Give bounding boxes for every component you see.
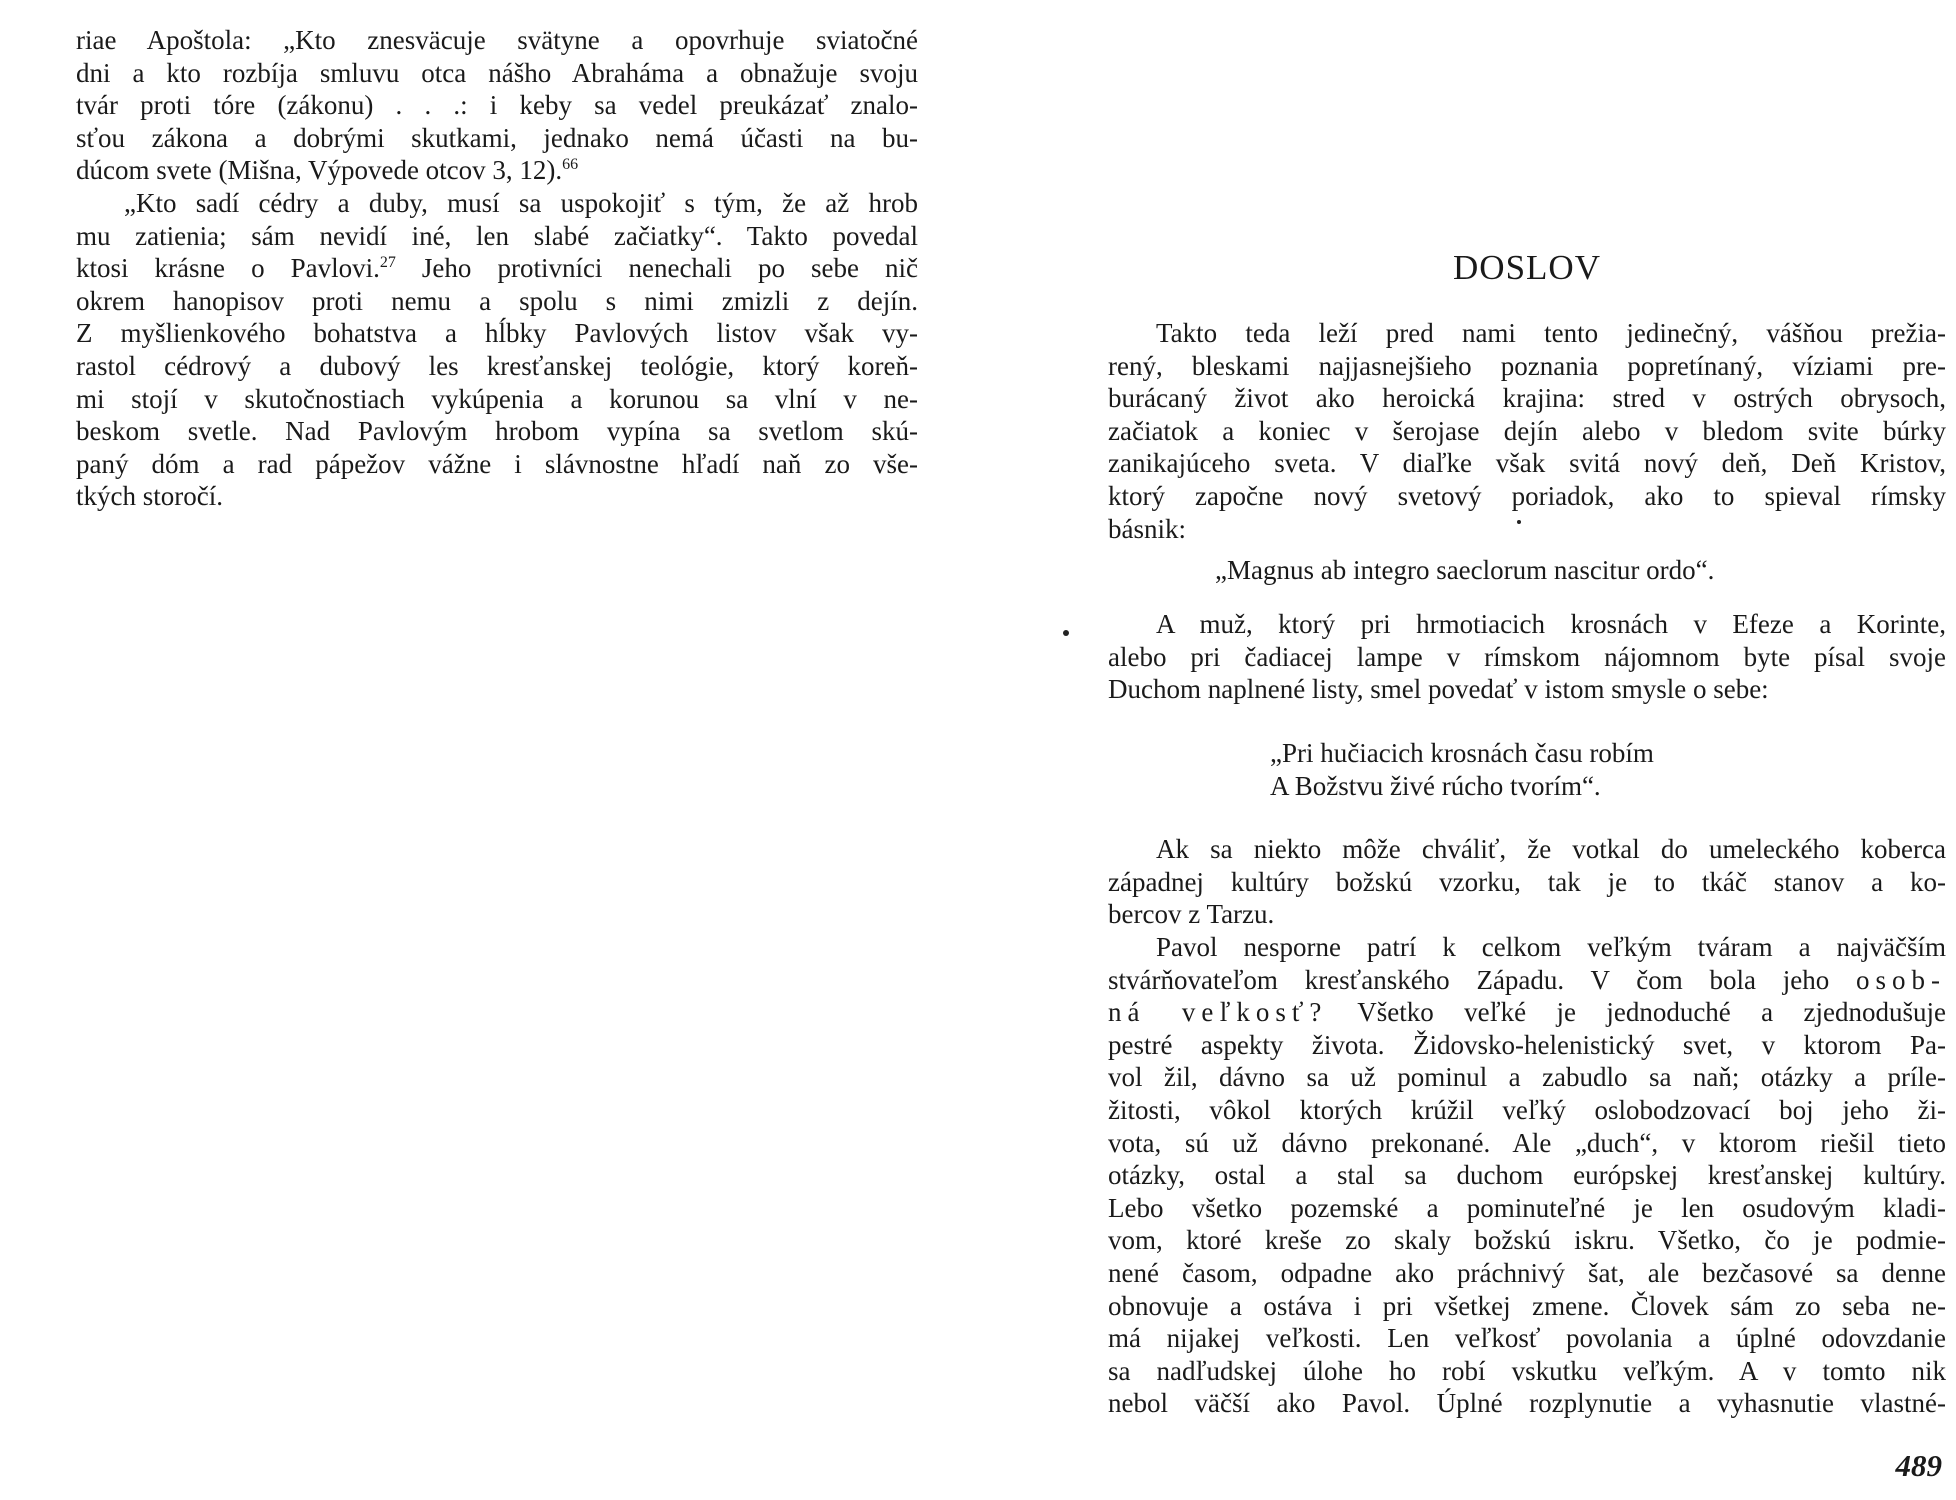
- text-line: západnej kultúry božskú vzorku, tak je to tkáč stanov a ko-: [1108, 866, 1946, 897]
- page-number: 489: [1895, 1448, 1942, 1483]
- text-line: bercov z Tarzu.: [1108, 899, 1275, 930]
- footnote-ref: 66: [562, 156, 579, 174]
- verse-line: A Božstvu živé rúcho tvorím“.: [1270, 770, 1601, 801]
- emphasis-text: ná veľkosť?: [1108, 997, 1328, 1028]
- text-line: [1108, 964, 1946, 997]
- text-line: okrem hanopisov proti nemu a spolu s nimi zmizli z dejín.: [76, 285, 918, 316]
- text-fragment: Všetko veľké je jednoduché a zjednodušuje: [1327, 997, 1947, 1028]
- text-line: sťou zákona a dobrými skutkami, jednako nemá účasti na bu-: [76, 122, 918, 153]
- verse-line: „Pri hučiacich krosnách času robím: [1270, 738, 1654, 768]
- text-line: [1108, 996, 1946, 1029]
- text-line: zanikajúceho sveta. V diaľke však svitá nový deň, Deň Kristov,: [1108, 448, 1946, 479]
- text-line: „Kto sadí cédry a duby, musí sa uspokojiť s tým, že až hrob: [124, 187, 918, 218]
- text-line: básnik:: [1108, 513, 1186, 544]
- text-line: vol žil, dávno sa už pominul a zabudlo sa naň; otázky a príle-: [1108, 1062, 1946, 1093]
- text-line: A muž, ktorý pri hrmotiacich krosnách v Efeze a Korinte,: [1156, 609, 1946, 639]
- text-line: Duchom naplnené listy, smel povedať v istom smysle o sebe:: [1108, 674, 1769, 705]
- text-line: vota, sú už dávno prekonané. Ale „duch“, v ktorom riešil tieto: [1108, 1127, 1946, 1158]
- text-line: paný dóm a rad pápežov vážne i slávnostne hľadí naň zo vše-: [76, 448, 918, 479]
- text-line: obnovuje a ostáva i pri všetkej zmene. Človek sám zo seba ne-: [1108, 1290, 1946, 1321]
- margin-dot: [1517, 520, 1521, 524]
- text-line: dni a kto rozbíja smluvu otca nášho Abraháma a obnažuje svoju: [76, 57, 918, 88]
- text-line: otázky, ostal a stal sa duchom európskej kresťanskej kultúry.: [1108, 1160, 1946, 1191]
- text-line: Lebo všetko pozemské a pominuteľné je len osudovým kladi-: [1108, 1192, 1946, 1223]
- text-line: pestré aspekty života. Židovsko-helenistický svet, v ktorom Pa-: [1108, 1029, 1946, 1060]
- left-page: [76, 24, 918, 513]
- text-fragment: dúcom svete (Mišna, Výpovede otcov 3, 12).: [76, 155, 563, 186]
- latin-quote: [1108, 554, 1946, 587]
- text-line: sa nadľudskej úlohe ho robí vskutku veľkým. A v tomto nik: [1108, 1355, 1946, 1386]
- text-line: mu zatienia; sám nevidí iné, len slabé začiatky“. Takto povedal: [76, 220, 918, 251]
- text-line: riae Apoštola: „Kto znesväcuje svätyne a opovrhuje sviatočné: [76, 25, 918, 55]
- text-line: nené časom, odpadne ako práchnivý šat, ale bezčasové sa denne: [1108, 1257, 1946, 1288]
- right-paragraph-3: [1108, 833, 1946, 931]
- margin-dot: [1063, 630, 1069, 636]
- chapter-title: DOSLOV: [1453, 248, 1601, 287]
- text-line: rastol cédrový a dubový les kresťanskej teológie, ktorý koreň-: [76, 350, 918, 381]
- text-line: [76, 154, 918, 187]
- right-paragraph-2: [1108, 608, 1946, 706]
- text-line: ktorý započne nový svetový poriadok, ako to spieval rímsky: [1108, 480, 1946, 511]
- text-line: začiatok a koniec v šerojase dejín alebo v bledom svite búrky: [1108, 415, 1946, 446]
- emphasis-text: osob-: [1856, 964, 1946, 995]
- verse-quote: [1108, 737, 1946, 802]
- text-line: Takto teda leží pred nami tento jedinečný, vášňou prežia-: [1156, 318, 1946, 348]
- text-line: tkých storočí.: [76, 481, 223, 512]
- text-line: rený, bleskami najjasnejšieho poznania popretínaný, víziami pre-: [1108, 350, 1946, 381]
- quote-line: „Magnus ab integro saeclorum nascitur ordo“.: [1215, 555, 1715, 585]
- text-line: Pavol nesporne patrí k celkom veľkým tváram a najväčším: [1156, 932, 1946, 962]
- text-line: mi stojí v skutočnostiach vykúpenia a korunou sa vlní v ne-: [76, 383, 918, 414]
- text-fragment: ktosi krásne o Pavlovi.: [76, 253, 380, 284]
- right-paragraph-4: [1108, 931, 1946, 1420]
- text-line: vom, ktoré kreše zo skaly božskú iskru. Všetko, čo je podmie-: [1108, 1225, 1946, 1256]
- text-line: má nijakej veľkosti. Len veľkosť povolania a úplné odovzdanie: [1108, 1323, 1946, 1354]
- text-line: Z myšlienkového bohatstva a hĺbky Pavlových listov však vy-: [76, 318, 918, 349]
- footnote-ref: 27: [379, 254, 396, 272]
- left-paragraph-1: [76, 24, 918, 187]
- left-paragraph-2: [76, 187, 918, 513]
- text-line: žitosti, vôkol ktorých krúžil veľký oslobodzovací boj jeho ži-: [1108, 1094, 1946, 1125]
- text-fragment: stvárňovateľom kresťanského Západu. V čom bola jeho: [1108, 964, 1856, 995]
- text-line: beskom svetle. Nad Pavlovým hrobom vypína sa svetlom skú-: [76, 416, 918, 447]
- right-paragraph-1: [1108, 317, 1946, 545]
- text-line: burácaný život ako heroická krajina: stred v ostrých obrysoch,: [1108, 383, 1946, 414]
- text-line: [76, 252, 918, 285]
- text-line: nebol väčší ako Pavol. Úplné rozplynutie a vyhasnutie vlastné-: [1108, 1388, 1946, 1419]
- text-line: alebo pri čadiacej lampe v rímskom nájomnom byte písal svoje: [1108, 641, 1946, 672]
- text-line: tvár proti tóre (zákonu) . . .: i keby sa vedel preukázať znalo-: [76, 90, 918, 121]
- text-fragment: Jeho protivníci nenechali po sebe nič: [395, 253, 919, 284]
- text-line: Ak sa niekto môže chváliť, že votkal do umeleckého koberca: [1156, 834, 1946, 864]
